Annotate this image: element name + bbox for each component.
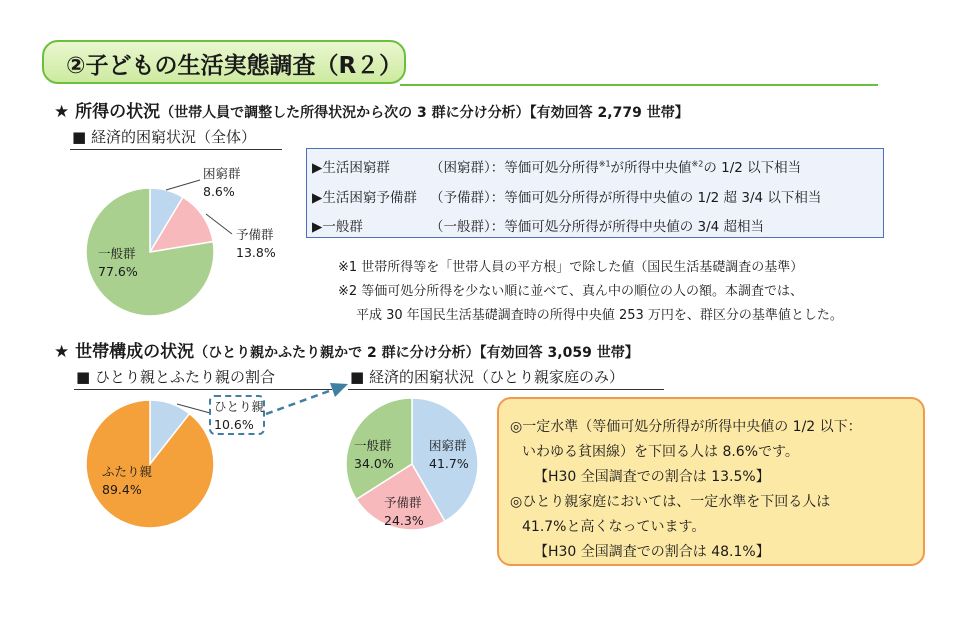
household-chart2-heading-rule xyxy=(348,389,664,390)
def-poor-sup1: ※1 xyxy=(598,159,611,169)
leader-reserve-overall xyxy=(206,214,232,234)
label-general-overall-value: 77.6% xyxy=(98,264,138,279)
note-1: ※1 世帯所得等を「世帯人員の平方根」で除した値（国民生活基礎調査の基準） xyxy=(338,260,804,275)
definition-row-general xyxy=(312,215,765,235)
label-reserve-single-value: 24.3% xyxy=(384,513,424,528)
label-reserve-single xyxy=(384,494,424,530)
label-general-single-name: 一般群 xyxy=(354,438,392,453)
highlight-line-2: いわゆる貧困線）を下回る人は 8.6%です。 xyxy=(522,444,799,460)
label-single-parent-name: ひとり親 xyxy=(214,399,265,414)
label-poor-single xyxy=(429,437,469,473)
income-heading-sub: （世帯人員で調整した所得状況から次の 3 群に分け分析）【有効回答 2,779 世帯】 xyxy=(160,105,689,121)
def-poor-text3: の 1/2 以下相当 xyxy=(703,160,802,176)
def-reserve-name: ▶生活困窮予備群 xyxy=(312,190,417,206)
note-2: ※2 等価可処分所得を少ない順に並べて、真ん中の順位の人の額。本調査では、 xyxy=(338,284,804,299)
def-poor-abbr: （困窮群） xyxy=(430,160,491,176)
label-poor-single-value: 41.7% xyxy=(429,456,469,471)
label-general-single xyxy=(354,437,394,473)
connector-arrowhead xyxy=(330,383,348,397)
label-single-parent-value: 10.6% xyxy=(214,417,254,432)
label-general-single-value: 34.0% xyxy=(354,456,394,471)
household-chart1-heading: ■ ひとり親とふたり親の割合 xyxy=(76,368,275,386)
def-general-text: ：等価可処分所得が所得中央値の 3/4 超相当 xyxy=(490,219,765,235)
def-poor-sup2: ※2 xyxy=(691,159,704,169)
label-poor-overall xyxy=(203,165,241,201)
label-poor-overall-name: 困窮群 xyxy=(203,166,241,181)
label-general-overall-name: 一般群 xyxy=(98,246,136,261)
def-reserve-text: ：等価可処分所得が所得中央値の 1/2 超 3/4 以下相当 xyxy=(490,190,822,206)
household-chart2-heading: ■ 経済的困窮状況（ひとり親家庭のみ） xyxy=(350,368,624,386)
label-general-overall xyxy=(98,245,138,281)
def-general-name: ▶一般群 xyxy=(312,219,363,235)
page-title: ②子どもの生活実態調査（R２） xyxy=(66,53,403,79)
label-two-parent-name: ふたり親 xyxy=(102,464,153,479)
label-reserve-overall-value: 13.8% xyxy=(236,245,276,260)
label-single-parent xyxy=(214,398,264,434)
note-3: 平成 30 年国民生活基礎調査時の所得中央値 253 万円を、群区分の基準値とした。 xyxy=(356,308,843,323)
household-chart1-heading-rule xyxy=(74,389,332,390)
dashed-connector xyxy=(266,390,332,414)
income-chart-heading: ■ 経済的困窮状況（全体） xyxy=(72,128,256,146)
household-heading xyxy=(54,337,639,362)
label-reserve-overall xyxy=(236,226,276,262)
highlight-line-1: ◎一定水準（等価可処分所得が所得中央値の 1/2 以下： xyxy=(510,419,862,435)
highlight-line-6: 【H30 全国調査での割合は 48.1%】 xyxy=(534,544,770,560)
highlight-line-5: 41.7%と高くなっています。 xyxy=(522,519,706,535)
leader-poor-overall xyxy=(166,180,200,190)
label-poor-single-name: 困窮群 xyxy=(429,438,467,453)
highlight-line-3: 【H30 全国調査での割合は 13.5%】 xyxy=(534,469,770,485)
household-heading-main: ★ 世帯構成の状況 xyxy=(54,342,195,362)
def-poor-text: ：等価可処分所得 xyxy=(490,160,599,176)
label-reserve-overall-name: 予備群 xyxy=(236,227,274,242)
def-poor-text2: が所得中央値 xyxy=(610,160,692,176)
definition-row-reserve xyxy=(312,186,822,206)
def-poor-name: ▶生活困窮群 xyxy=(312,160,390,176)
def-general-abbr: （一般群） xyxy=(430,219,491,235)
def-reserve-abbr: （予備群） xyxy=(430,190,491,206)
label-reserve-single-name: 予備群 xyxy=(384,495,422,510)
highlight-line-4: ◎ひとり親家庭においては、一定水準を下回る人は xyxy=(510,494,831,510)
definition-row-poor xyxy=(312,156,802,176)
label-two-parent xyxy=(102,463,152,499)
household-heading-sub: （ひとり親かふたり親かで 2 群に分け分析）【有効回答 3,059 世帯】 xyxy=(194,345,639,361)
income-heading-main: ★ 所得の状況 xyxy=(54,102,161,122)
label-two-parent-value: 89.4% xyxy=(102,482,142,497)
label-poor-overall-value: 8.6% xyxy=(203,184,235,199)
